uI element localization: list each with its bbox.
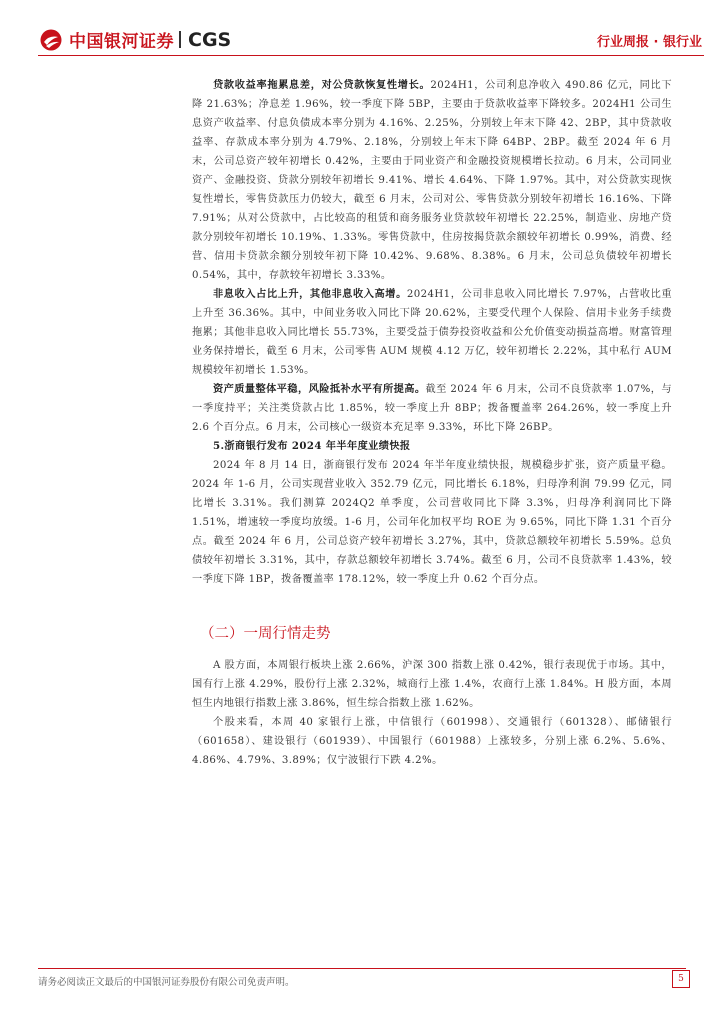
company-logo xyxy=(40,27,231,52)
paragraph-text: 截至 2024 年 6 月末，公司不良贷款率 1.07%，与一季度持平；关注类贷款占比 1.85%，较一季度上升 8BP；拨备覆盖率 264.26%，较一季度上升 2.6 个百分点。6 月末，公司核心一级资本充足率 9.33%，环比下降 26BP。 xyxy=(192,384,672,433)
paragraph-non-interest xyxy=(192,285,672,380)
paragraph-stocks: 个股来看，本周 40 家银行上涨，中信银行（601998）、交通银行（601328）、邮储银行（601658）、建设银行（601939）、中国银行（601988）上涨较多，分别上涨 6.2%、5.6%、4.86%、4.79%、3.89%；仅宁波银行下跌 4.2%。 xyxy=(192,717,672,766)
page-number: 5 xyxy=(672,970,690,988)
main-content xyxy=(192,76,672,589)
paragraph-lead: 资产质量整体平稳，风险抵补水平有所提高。 xyxy=(213,383,426,395)
subsection-heading: 5.浙商银行发布 2024 年半年度业绩快报 xyxy=(213,440,411,452)
paragraph-text: 2024H1，公司非息收入同比增长 7.97%，占营收比重上升至 36.36%。其中，中间业务收入同比下降 20.62%，主要受代理个人保险、信用卡业务手续费拖累；其他非息收入同比增长 55.73%，主要受益于债券投资收益和公允价值变动损益高增。财富管理业务保持增长，截至 6 月末，公司零售 AUM 规模 4.12 万亿，较年初增长 2.22%，其中私行 AUM 规模较年初增长 1.53%。 xyxy=(192,289,672,376)
logo-icon xyxy=(40,29,62,51)
paragraph-lead: 贷款收益率拖累息差，对公贷款恢复性增长。 xyxy=(213,79,431,91)
paragraph-net-interest xyxy=(192,76,672,285)
paragraph-asset-quality xyxy=(192,380,672,437)
logo-text-en: CGS xyxy=(188,28,232,51)
report-category-label: 行业周报 · 银行业 xyxy=(597,35,702,50)
footer-divider xyxy=(38,968,686,969)
paragraph-market: A 股方面，本周银行板块上涨 2.66%，沪深 300 指数上涨 0.42%，银行表现优于市场。其中，国有行上涨 4.29%，股份行上涨 2.32%，城商行上涨 1.4%，农商行上涨 1.84%。H 股方面，本周恒生内地银行指数上涨 3.86%，恒生综合指数上涨 1.62%。 xyxy=(192,660,672,709)
footer-disclaimer: 请务必阅读正文最后的中国银河证券股份有限公司免责声明。 xyxy=(38,977,295,988)
paragraph-text: 2024H1，公司利息净收入 490.86 亿元，同比下降 21.63%；净息差 1.96%，较一季度下降 5BP，主要由于贷款收益率下降较多。2024H1 公司生息资产收益率、付息负债成本率分别为 4.16%、2.25%，分别较上年末下降 42、2BP，其中贷款收益率、存款成本率分别为 4.79%、2.18%，分别较上年末下降 64BP、2BP。截至 2024 年 6 月末，公司总资产较年初增长 0.42%，主要由于同业资产和金融投资规模增长拉动。6 月末，公司同业资产、金融投资、贷款分别较年初增长 9.41%、增长 4.64%、下降 1.97%。其中，对公贷款实现恢复性增长，零售贷款压力仍较大，截至 6 月末，公司对公、零售贷款分别较年初增长 16.16%、下降 7.91%；从对公贷款中，占比较高的租赁和商务服务业贷款较年初增长 22.25%，制造业、房地产贷款分别较年初增长 10.19%、1.33%。零售贷款中，住房按揭贷款余额较年初增长 0.99%，消费、经营、信用卡贷款余额分别较年初下降 10.42%、9.68%、8.38%。6 月末，公司总负债较年初增长 0.54%，其中，存款较年初增长 3.33%。 xyxy=(192,80,672,281)
paragraph-lead: 非息收入占比上升，其他非息收入高增。 xyxy=(213,288,407,300)
page-header xyxy=(0,0,724,60)
logo-text-cn: 中国银河证券 xyxy=(69,32,174,52)
paragraph-czbank: 2024 年 8 月 14 日，浙商银行发布 2024 年半年度业绩快报，规模稳步扩张，资产质量平稳。2024 年 1-6 月，公司实现营业收入 352.79 亿元，同比增长 6.18%，归母净利润 79.99 亿元，同比增长 3.31%。我们测算 2024Q2 单季度，公司营收同比下降 3.3%，归母净利润同比下降 1.51%，增速较一季度均放缓。1-6 月，公司年化加权平均 ROE 为 9.65%，同比下降 1.31 个百分点。截至 2024 年 6 月，公司总资产较年初增长 3.27%，其中，贷款总额较年初增长 5.59%。总负债较年初增长 3.31%，其中，存款总额较年初增长 3.74%。截至 6 月，公司不良贷款率 1.43%，较一季度下降 1BP，拨备覆盖率 178.12%，较一季度上升 0.62 个百分点。 xyxy=(192,460,672,585)
market-content xyxy=(192,656,672,770)
logo-separator xyxy=(179,31,181,48)
section-heading: （二）一周行情走势 xyxy=(200,626,331,642)
header-divider xyxy=(38,55,704,56)
